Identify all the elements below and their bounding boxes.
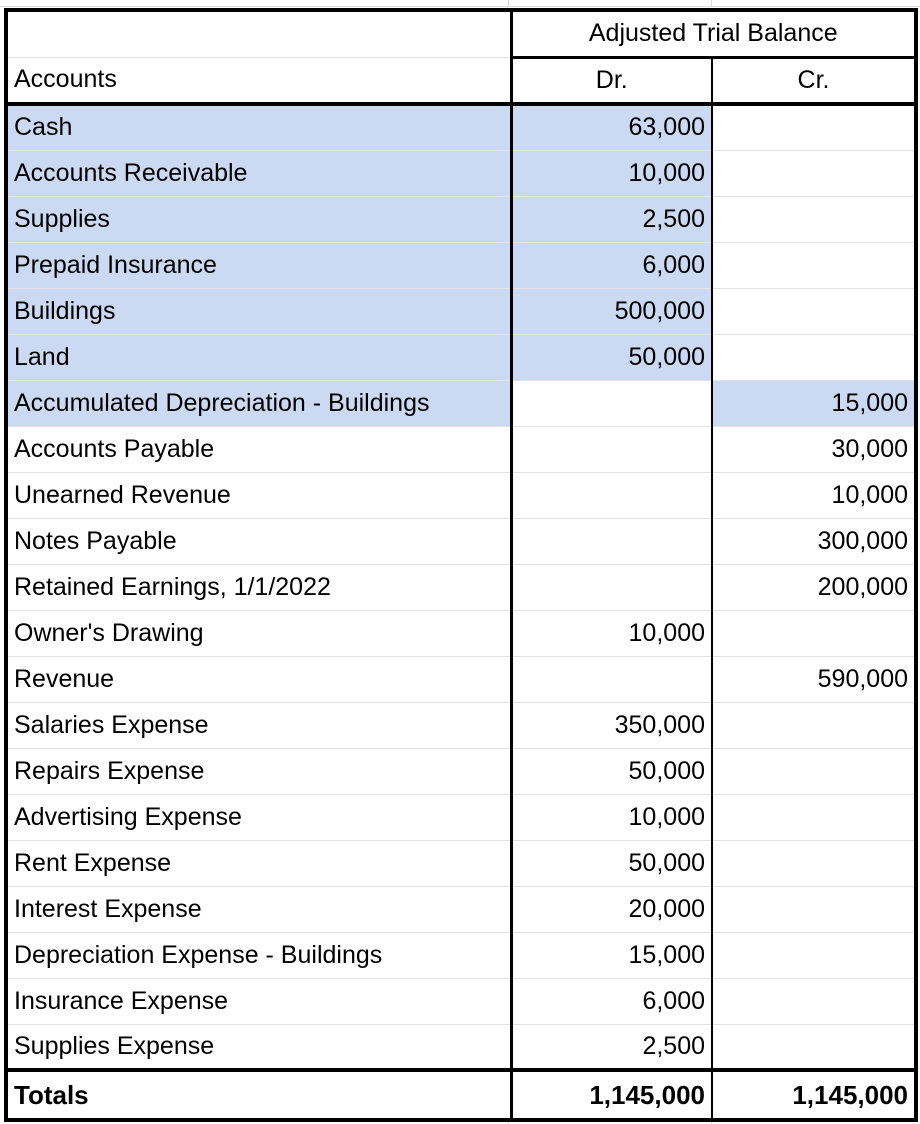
credit-amount-cell [712,748,916,794]
credit-amount-cell [712,1024,916,1070]
debit-amount-cell: 50,000 [511,840,712,886]
debit-amount-cell: 6,000 [511,242,712,288]
account-name-cell: Rent Expense [6,840,511,886]
account-name-cell: Insurance Expense [6,978,511,1024]
table-row [6,1024,916,1070]
totals-debit: 1,145,000 [511,1070,712,1120]
debit-amount-cell: 10,000 [511,150,712,196]
table-row [6,472,916,518]
debit-amount-cell: 500,000 [511,288,712,334]
table-row [6,196,916,242]
debit-amount-cell: 2,500 [511,1024,712,1070]
credit-amount-cell [712,794,916,840]
credit-amount-cell: 590,000 [712,656,916,702]
table-row [6,380,916,426]
account-name-cell: Supplies [6,196,511,242]
debit-amount-cell: 6,000 [511,978,712,1024]
account-name-cell: Repairs Expense [6,748,511,794]
credit-amount-cell: 15,000 [712,380,916,426]
table-row [6,748,916,794]
account-name-cell: Retained Earnings, 1/1/2022 [6,564,511,610]
credit-amount-cell [712,840,916,886]
credit-amount-cell [712,702,916,748]
sheet-gridline-top-v1 [508,0,509,7]
debit-amount-cell: 63,000 [511,104,712,150]
debit-amount-cell [511,426,712,472]
credit-amount-cell [712,288,916,334]
credit-amount-cell [712,610,916,656]
account-name-cell: Depreciation Expense - Buildings [6,932,511,978]
credit-amount-cell [712,886,916,932]
trial-balance-table-wrapper [4,8,914,1122]
credit-amount-cell: 10,000 [712,472,916,518]
table-row [6,886,916,932]
account-name-cell: Accounts Receivable [6,150,511,196]
table-row [6,426,916,472]
sheet-gridline-top-v2 [711,0,712,7]
debit-amount-cell: 350,000 [511,702,712,748]
credit-amount-cell [712,104,916,150]
table-foot [6,1070,916,1120]
table-row [6,840,916,886]
account-name-cell: Cash [6,104,511,150]
account-name-cell: Buildings [6,288,511,334]
totals-row [6,1070,916,1120]
account-name-cell: Accumulated Depreciation - Buildings [6,380,511,426]
debit-amount-cell [511,518,712,564]
credit-amount-cell [712,334,916,380]
table-group-header-row [6,10,916,57]
debit-amount-cell: 10,000 [511,794,712,840]
account-name-cell: Interest Expense [6,886,511,932]
adjusted-trial-balance-table [4,8,918,1122]
column-header-debit: Dr. [511,57,712,104]
debit-amount-cell [511,656,712,702]
table-row [6,104,916,150]
totals-label: Totals [6,1070,511,1120]
debit-amount-cell: 15,000 [511,932,712,978]
table-row [6,150,916,196]
debit-amount-cell: 10,000 [511,610,712,656]
credit-amount-cell: 30,000 [712,426,916,472]
credit-amount-cell: 300,000 [712,518,916,564]
debit-amount-cell: 20,000 [511,886,712,932]
credit-amount-cell [712,932,916,978]
table-row [6,794,916,840]
sheet-gridline-top-h [0,6,920,7]
credit-amount-cell [712,978,916,1024]
table-row [6,518,916,564]
debit-amount-cell: 2,500 [511,196,712,242]
account-name-cell: Prepaid Insurance [6,242,511,288]
credit-amount-cell [712,242,916,288]
table-column-header-row [6,57,916,104]
table-body [6,10,916,1070]
table-row [6,610,916,656]
debit-amount-cell [511,564,712,610]
table-row [6,702,916,748]
account-name-cell: Supplies Expense [6,1024,511,1070]
debit-amount-cell [511,380,712,426]
account-name-cell: Revenue [6,656,511,702]
credit-amount-cell: 200,000 [712,564,916,610]
account-name-cell: Owner's Drawing [6,610,511,656]
column-header-credit: Cr. [712,57,916,104]
header-blank-cell [6,10,511,57]
group-header-adjusted-trial-balance: Adjusted Trial Balance [511,10,916,57]
table-row [6,932,916,978]
account-name-cell: Notes Payable [6,518,511,564]
debit-amount-cell: 50,000 [511,334,712,380]
table-row [6,288,916,334]
table-row [6,242,916,288]
account-name-cell: Land [6,334,511,380]
debit-amount-cell: 50,000 [511,748,712,794]
account-name-cell: Advertising Expense [6,794,511,840]
table-row [6,656,916,702]
account-name-cell: Salaries Expense [6,702,511,748]
table-row [6,978,916,1024]
totals-credit: 1,145,000 [712,1070,916,1120]
credit-amount-cell [712,196,916,242]
table-row [6,564,916,610]
table-row [6,334,916,380]
credit-amount-cell [712,150,916,196]
debit-amount-cell [511,472,712,518]
column-header-accounts: Accounts [6,57,511,104]
account-name-cell: Unearned Revenue [6,472,511,518]
account-name-cell: Accounts Payable [6,426,511,472]
